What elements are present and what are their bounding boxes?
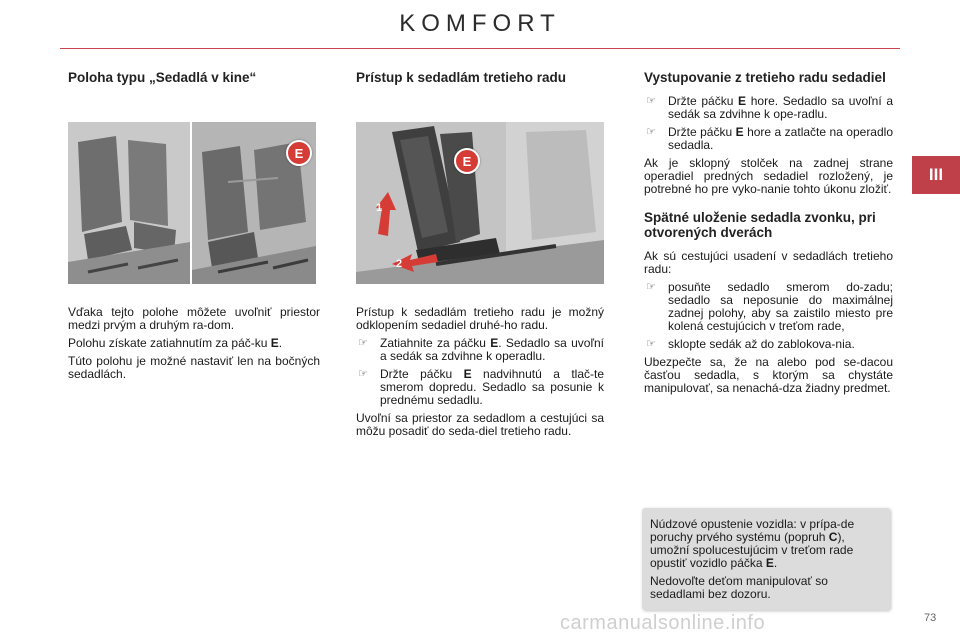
page-title: KOMFORT [399, 10, 561, 37]
list-item [644, 281, 893, 333]
reposition-warning: Ubezpečte sa, že na alebo pod se-dacou časťou sedadla, s ktorým sa chystáte manipulovať, sa nenachá-dza žiadny predmet. [644, 355, 893, 395]
text-run: Polohu získate zatiahnutím za páč-ku [68, 336, 271, 350]
note-paragraph-1 [650, 518, 882, 570]
access-steps [356, 337, 604, 407]
heading-exit-third-row: Vystupovanie z tretieho radu sedadiel [644, 70, 886, 85]
cinema-paragraph-3: Túto polohu je možné nastaviť len na bočných sedadlách. [68, 354, 320, 381]
text-run: Zatiahnite za páčku [380, 336, 491, 350]
lever-key: E [270, 336, 279, 350]
text-run: Držte páčku [380, 367, 464, 381]
belt-key: C [828, 530, 838, 544]
pointer-icon: ☞ [358, 337, 368, 349]
text-run: ), umožní spolucestujúcim v treťom rade opustiť vozidlo páčka [650, 530, 854, 570]
text-run: . Sedadlo sa uvoľní a sedák sa zdvihne k operadlu. [380, 336, 604, 363]
lever-key: E [765, 556, 774, 570]
text-run: posuňte sedadlo smerom do-zadu; sedadlo sa neposunie do maximálnej zadnej polohy, aby sa zaistilo miesto pre kolená cestujúcich v treťom rade, [668, 280, 893, 333]
column-exit-third-row [644, 70, 893, 400]
lever-e-badge: E [454, 148, 480, 174]
arrow-2-label: 2 [396, 258, 403, 270]
list-item [644, 126, 893, 152]
list-item [644, 95, 893, 121]
list-item [356, 337, 604, 363]
photo-cinema-position [68, 122, 316, 284]
column-cinema-text [68, 306, 320, 386]
lever-key: E [490, 336, 499, 350]
cinema-paragraph-1: Vďaka tejto polohe môžete uvoľniť priestor medzi prvým a druhým ra-dom. [68, 305, 320, 332]
chapter-tab[interactable]: III [912, 156, 960, 194]
exit-steps [644, 95, 893, 152]
note-box [642, 508, 890, 610]
heading-third-row-access: Prístup k sedadlám tretieho radu [356, 70, 567, 85]
text-run: hore. Sedadlo sa uvoľní a sedák sa zdvihne k ope-radlu. [668, 94, 894, 121]
text-run: nadvihnutú a tlač-te smerom dopredu. Sedadlo sa posunie k prednému sedadlu. [380, 367, 604, 407]
text-run: . [278, 336, 283, 350]
title-divider [60, 48, 900, 49]
photo-third-row-access [356, 122, 604, 284]
text-run: Držte páčku [668, 125, 736, 139]
watermark: carmanualsonline.info [560, 612, 766, 634]
lever-key: E [463, 367, 472, 381]
pointer-icon: ☞ [646, 95, 656, 107]
text-run: . [773, 556, 778, 570]
access-intro: Prístup k sedadlám tretieho radu je možný odklopením sedadiel druhé-ho radu. [356, 305, 604, 332]
page-number: 73 [924, 612, 937, 624]
access-outro: Uvoľní sa priestor za sedadlom a cestujúci sa môžu posadiť do seda-diel tretieho radu. [356, 411, 604, 438]
note-paragraph-2: Nedovoľte deťom manipulovať so sedadlami bez dozoru. [650, 574, 828, 601]
list-item [644, 338, 893, 351]
reposition-intro: Ak sú cestujúci usadení v sedadlách tretieho radu: [644, 249, 893, 276]
pointer-icon: ☞ [646, 338, 656, 350]
text-run: Držte páčku [668, 94, 739, 108]
heading-reposition-seat: Spätné uloženie sedadla zvonku, pri otvorených dverách [644, 210, 876, 240]
pointer-icon: ☞ [646, 126, 656, 138]
arrow-1-label: 1 [376, 202, 383, 214]
lever-key: E [738, 94, 747, 108]
column-access-text [356, 306, 604, 443]
text-run: hore a zatlačte na operadlo sedadla. [668, 125, 893, 152]
exit-paragraph: Ak je sklopný stolček na zadnej strane operadiel predných sedadiel rozložený, je potrebné ho pre vyko-nanie tohto úkonu zložiť. [644, 156, 893, 196]
lever-key: E [735, 125, 744, 139]
column-third-row-access [356, 70, 604, 95]
pointer-icon: ☞ [358, 368, 368, 380]
text-run: sklopte sedák až do zablokova-nia. [668, 337, 855, 351]
list-item [356, 368, 604, 407]
lever-e-badge: E [286, 140, 312, 166]
column-cinema-position [68, 70, 320, 95]
reposition-steps [644, 281, 893, 351]
text-run: Núdzové opustenie vozidla: v prípa-de poruchy prvého systému (popruh [650, 517, 855, 544]
pointer-icon: ☞ [646, 281, 656, 293]
cinema-paragraph-2 [68, 337, 320, 350]
heading-cinema-position: Poloha typu „Sedadlá v kine“ [68, 70, 257, 85]
